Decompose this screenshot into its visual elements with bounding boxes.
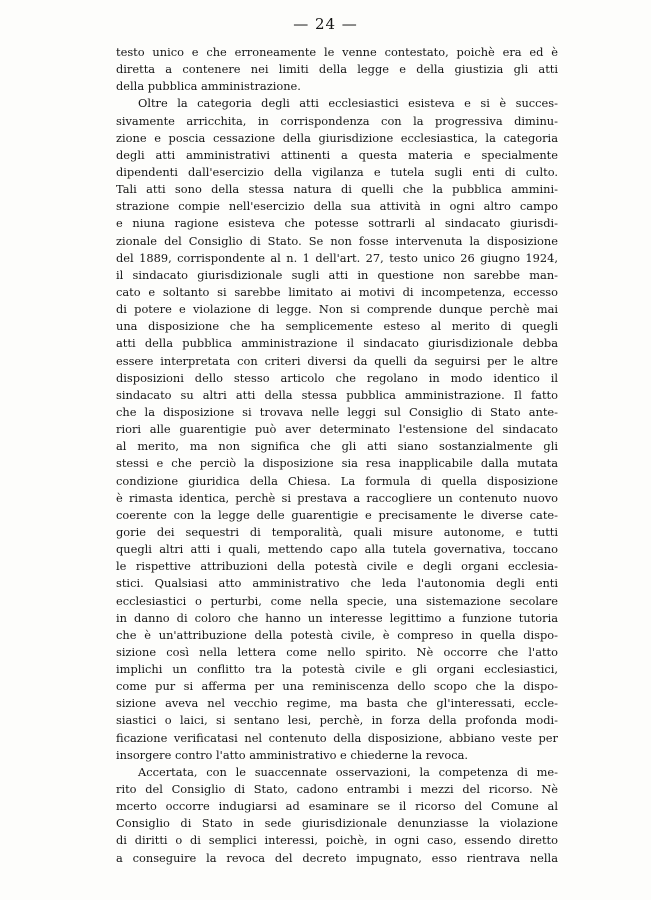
text-line: coerente con la legge delle guarentigie e precisamente le diverse cate-: [116, 507, 558, 522]
text-line: atti della pubblica amministrazione il sindacato giurisdizionale debba: [116, 336, 558, 351]
text-line: siastici o laici, si sentano lesi, perchè, in forza della profonda modi-: [116, 713, 558, 728]
text-line: e niuna ragione esisteva che potesse sottrarli al sindacato giurisdi-: [116, 216, 558, 231]
text-line: sizione così nella lettera come nello spirito. Nè occorre che l'atto: [116, 644, 558, 659]
text-line: in danno di coloro che hanno un interesse legittimo a funzione tutoria: [116, 610, 558, 625]
text-line: disposizioni dello stesso articolo che regolano in modo identico il: [116, 370, 558, 385]
body-text: [116, 44, 558, 867]
text-line: Oltre la categoria degli atti ecclesiastici esisteva e si è succes-: [138, 96, 558, 111]
page-number: — 24 —: [293, 15, 358, 33]
text-line: stici. Qualsiasi atto amministrativo che leda l'autonomia degli enti: [116, 576, 558, 591]
text-line: che la disposizione si trovava nelle leggi sul Consiglio di Stato ante-: [116, 404, 558, 419]
text-line: essere interpretata con criteri diversi da quelli da seguirsi per le altre: [116, 353, 558, 368]
text-line: ecclesiastici o perturbi, come nella specie, una sistemazione secolare: [116, 593, 558, 608]
text-line: è rimasta identica, perchè si prestava a raccogliere un contenuto nuovo: [116, 490, 558, 505]
text-line: al merito, ma non significa che gli atti siano sostanzialmente gli: [116, 439, 558, 454]
text-line: le rispettive attribuzioni della potestà civile e degli organi ecclesia-: [116, 559, 558, 574]
text-line: strazione compie nell'esercizio della sua attività in ogni altro campo: [116, 199, 558, 214]
text-line: di diritti o di semplici interessi, poichè, in ogni caso, essendo diretto: [116, 833, 558, 848]
text-line: Consiglio di Stato in sede giurisdizionale denunziasse la violazione: [116, 816, 558, 831]
text-line: sindacato su altri atti della stessa pubblica amministrazione. Il fatto: [116, 387, 558, 402]
text-line: di potere e violazione di legge. Non si comprende dunque perchè mai: [116, 302, 558, 317]
text-line: riori alle guarentigie può aver determinato l'estensione del sindacato: [116, 422, 558, 437]
text-line: gorie dei sequestri di temporalità, quali misure autonome, e tutti: [116, 524, 558, 539]
text-line: rito del Consiglio di Stato, cadono entrambi i mezzi del ricorso. Nè: [116, 782, 558, 797]
text-line: della pubblica amministrazione.: [116, 79, 301, 94]
text-line: stessi e che perciò la disposizione sia resa inapplicabile dalla mutata: [116, 456, 558, 471]
text-line: zionale del Consiglio di Stato. Se non fosse intervenuta la disposizione: [116, 233, 558, 248]
text-line: dipendenti dall'esercizio della vigilanza e tutela sugli enti di culto.: [116, 164, 558, 179]
text-line: Tali atti sono della stessa natura di quelli che la pubblica ammini-: [116, 182, 558, 197]
text-line: implichi un conflitto tra la potestà civile e gli organi ecclesiastici,: [116, 662, 558, 677]
text-line: il sindacato giurisdizionale sugli atti in questione non sarebbe man-: [116, 267, 558, 282]
text-line: quegli altri atti i quali, mettendo capo alla tutela governativa, toccano: [116, 542, 558, 557]
text-line: una disposizione che ha semplicemente esteso al merito di quegli: [116, 319, 558, 334]
text-line: cato e soltanto si sarebbe limitato ai motivi di incompetenza, eccesso: [116, 284, 558, 299]
text-line: zione e poscia cessazione della giurisdizione ecclesiastica, la categoria: [116, 130, 558, 145]
text-line: a conseguire la revoca del decreto impugnato, esso rientrava nella: [116, 850, 558, 865]
text-line: insorgere contro l'atto amministrativo e chiederne la revoca.: [116, 747, 469, 762]
text-line: sizione aveva nel vecchio regime, ma basta che gl'interessati, eccle-: [116, 696, 558, 711]
text-line: ficazione verificatasi nel contenuto della disposizione, abbiano veste per: [116, 730, 558, 745]
text-line: mcerto occorre indugiarsi ad esaminare se il ricorso del Comune al: [116, 799, 558, 814]
text-line: degli atti amministrativi attinenti a questa materia e specialmente: [116, 147, 558, 162]
text-line: come pur si afferma per una reminiscenza dello scopo che la dispo-: [116, 679, 558, 694]
text-line: che è un'attribuzione della potestà civile, è compreso in quella dispo-: [116, 627, 558, 642]
text-line: sivamente arricchita, in corrispondenza con la progressiva diminu-: [116, 113, 558, 128]
text-line: diretta a contenere nei limiti della legge e della giustizia gli atti: [116, 62, 558, 77]
text-line: testo unico e che erroneamente le venne contestato, poichè era ed è: [116, 45, 558, 59]
text-line: Accertata, con le suaccennate osservazioni, la competenza di me-: [138, 764, 558, 779]
text-line: del 1889, corrispondente al n. 1 dell'art. 27, testo unico 26 giugno 1924,: [116, 250, 558, 265]
text-line: condizione giuridica della Chiesa. La formula di quella disposizione: [116, 473, 558, 488]
